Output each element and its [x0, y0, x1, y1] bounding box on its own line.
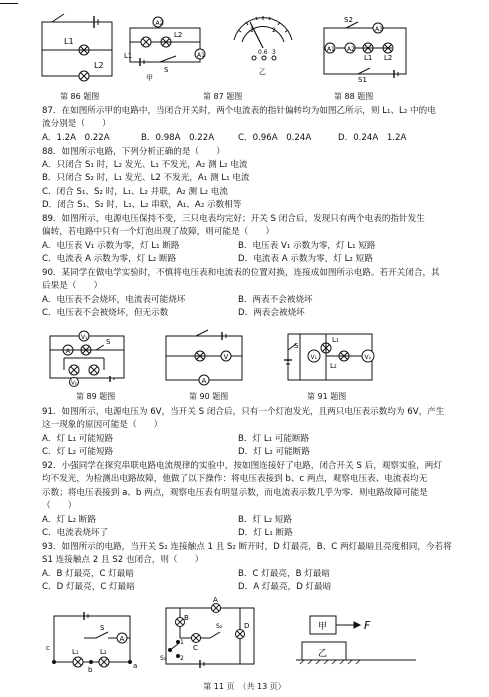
fig87-S: S — [164, 66, 169, 74]
fig92-L2: L₂ — [100, 648, 107, 656]
fig91-S: S — [294, 342, 299, 350]
top-rule — [0, 3, 18, 4]
fig91-caption: 第 91 题图 — [307, 392, 347, 401]
page-footer: 第 11 页 （共 13 页） — [203, 682, 286, 691]
fig89-V1: V₁ — [81, 334, 88, 341]
q92-stem-2: 均不发光，为检测出电路故障，他做了以下操作：将电压表接到 b、c 两点，观察电压表、电流表均无 — [42, 474, 428, 484]
fig93-D: D — [244, 622, 250, 630]
q92-stem-1: 92．小强同学在探究串联电路电流规律的实验中，按如图连接好了电路，闭合开关 S 后，观察实验，两灯 — [42, 461, 442, 471]
fig91-L1: L₁ — [332, 336, 339, 344]
figure-86-circuit — [38, 10, 118, 88]
fig94-F: F — [364, 619, 371, 632]
fig88-L1: L1 — [364, 54, 373, 62]
fig90-V: V — [223, 353, 229, 361]
q93-option-a: A．B 灯最亮，C 灯最暗 — [42, 569, 134, 579]
q93-option-c: C．D 灯最亮，C 灯最暗 — [42, 582, 135, 592]
q90-option-d: D．两表会被烧坏 — [238, 308, 305, 318]
fig89-A: A — [66, 348, 71, 355]
figure-92-circuit — [44, 602, 144, 674]
meter-scale-1: 1 — [250, 27, 254, 34]
fig91-V2: V₂ — [364, 354, 372, 361]
q92-stem-3: 示数；将电压表接到 a、b 两点，观察电压表有明显示数，而电流表示数几乎为零．则电路故障可能是 — [42, 488, 428, 498]
q91-option-c: C．灯 L₂ 可能短路 — [42, 447, 114, 457]
q89-stem-2: 偏转，若电路中只有一个灯泡出现了故障，则可能是（ ） — [42, 227, 275, 237]
fig89-V2: V₂ — [71, 380, 77, 387]
q93-option-b: B．C 灯最亮，B 灯最暗 — [238, 569, 331, 579]
q87-stem-1: 87．在如图所示甲的电路中，当闭合开关时，两个电流表的指针偏转均为如图乙所示，则 L₁、L₂ 中的电 — [42, 106, 436, 116]
fig93-S1: S₁ — [160, 655, 167, 662]
fig87-caption: 第 87 题图 — [203, 92, 243, 101]
q88-option-d: D．闭合 S₁、S₂ 时，L₁、L₂ 串联，A₁、A₂ 示数相等 — [42, 200, 242, 210]
fig94-yi: 乙 — [318, 649, 328, 659]
fig93-S2: S₂ — [216, 623, 223, 630]
fig93-1: 1 — [180, 639, 184, 646]
q92-option-c: C．电流表烧坏了 — [42, 528, 109, 538]
figure-87-meter — [228, 8, 298, 78]
q90-option-b: B．两表不会被烧坏 — [238, 295, 313, 305]
fig88-S1: S1 — [358, 76, 367, 84]
q92-stem-4: （ ） — [42, 501, 77, 511]
fig88-A3: A3 — [375, 26, 383, 33]
fig89-caption: 第 89 题图 — [76, 392, 116, 401]
q88-option-a: A．只闭合 S₁ 时，L₂ 发光、L₁ 不发光，A₂ 测 L₂ 电流 — [42, 160, 248, 170]
fig88-S2: S2 — [344, 16, 353, 24]
figure-90-circuit — [160, 326, 250, 388]
figure-91-circuit — [278, 326, 378, 388]
q89-option-b: B．电压表 V₁ 示数为零，灯 L₁ 短路 — [238, 241, 376, 251]
fig90-A: A — [201, 377, 207, 385]
q88-option-c: C．闭合 S₁、S₂ 时，L₁、L₂ 并联，A₂ 测 L₂ 电流 — [42, 187, 228, 197]
fig89-S: S — [106, 338, 111, 346]
q89-stem-1: 89．如图所示，电源电压保持不变，三只电表均完好；开关 S 闭合后，发现只有两个电表的指针发生 — [42, 214, 425, 224]
q93-option-d: D．A 灯最亮，D 灯最暗 — [238, 582, 332, 592]
meter-3: 3 — [272, 49, 276, 56]
fig94-jia: 甲 — [318, 622, 328, 632]
fig92-b: b — [88, 666, 93, 674]
figure-88-circuit — [318, 14, 418, 82]
fig87-L1: L1 — [124, 52, 133, 60]
fig87-jia: 甲 — [146, 74, 153, 82]
fig92-S: S — [100, 624, 105, 632]
q92-option-b: B．灯 L₂ 短路 — [238, 515, 292, 525]
fig91-L2: L₂ — [330, 362, 337, 370]
q87-option-b: B．0.98A 0.22A — [141, 133, 215, 143]
fig88-A2: A2 — [347, 46, 355, 53]
fig92-a: a — [133, 662, 138, 670]
fig87-yi: 乙 — [259, 68, 266, 76]
fig93-2: 2 — [180, 655, 184, 662]
q87-option-c: C．0.96A 0.24A — [238, 133, 312, 143]
fig92-A: A — [119, 635, 125, 643]
q90-option-a: A．电压表不会烧坏，电流表可能烧坏 — [42, 295, 186, 305]
q90-stem-1: 90．某同学在做电学实验时，不慎将电压表和电流表的位置对换，连接成如图所示电路。若开关闭合，其 — [42, 268, 440, 278]
q91-option-b: B．灯 L₁ 可能断路 — [238, 434, 310, 444]
q90-stem-2: 后果是（ ） — [42, 281, 103, 291]
meter-scale-2: 2 — [272, 27, 276, 34]
q91-stem-2: 这一现象的原因可能是（ ） — [42, 420, 163, 430]
q87-option-a: A．1.2A 0.22A — [42, 133, 110, 143]
fig87-A2: A2 — [155, 20, 164, 27]
fig90-caption: 第 90 题图 — [189, 392, 229, 401]
q91-option-a: A．灯 L₁ 可能短路 — [42, 434, 114, 444]
q87-option-d: D．0.24A 1.2A — [338, 133, 407, 143]
fig87-L2: L2 — [174, 31, 183, 39]
meter-06: 0.6 — [258, 49, 268, 56]
q89-option-a: A．电压表 V₁ 示数为零，灯 L₁ 断路 — [42, 241, 180, 251]
q88-stem: 88．如图所示电路，下列分析正确的是（ ） — [42, 147, 225, 157]
fig87-A1: A1 — [197, 52, 205, 59]
fig86-L2: L2 — [94, 61, 104, 70]
figure-87-circuit — [120, 14, 215, 82]
q88-option-b: B．只闭合 S₂ 时，L₁ 发光、L2 不发光，A₁ 测 L₁ 电流 — [42, 173, 250, 183]
fig88-L2: L2 — [384, 54, 393, 62]
q89-option-c: C．电流表 A 示数为零，灯 L₂ 断路 — [42, 254, 177, 264]
fig92-c: c — [46, 644, 50, 652]
fig92-L1: L₁ — [72, 648, 79, 656]
q90-option-c: C．电压表不会被烧坏，但无示数 — [42, 308, 169, 318]
fig93-A: A — [213, 596, 218, 604]
figure-94-blocks — [296, 614, 416, 674]
fig86-L1: L1 — [64, 37, 74, 46]
q91-stem-1: 91．如图所示，电源电压为 6V，当开关 S 闭合后，只有一个灯泡发光，且两只电压表示数均为 6V，产生 — [42, 407, 445, 417]
q89-option-d: D．电流表 A 示数为零，灯 L₂ 短路 — [238, 254, 373, 264]
figure-89-circuit — [46, 326, 131, 388]
q92-option-d: D．灯 L₁ 断路 — [238, 528, 293, 538]
fig93-C: C — [193, 644, 198, 652]
fig93-B: B — [184, 614, 189, 622]
fig88-A1: A1 — [327, 46, 335, 53]
q92-option-a: A．灯 L₂ 断路 — [42, 515, 96, 525]
q87-stem-2: 流分别是（ ） — [42, 119, 111, 129]
fig91-V1: V₁ — [310, 354, 318, 361]
fig86-caption: 第 86 题图 — [60, 92, 100, 101]
q93-stem-1: 93．如图所示的电路，当开关 S₁ 连接触点 1 且 S₂ 断开时，D 灯最亮，B、C 两灯最暗且亮度相同，今若将 — [42, 542, 452, 552]
q93-stem-2: S1 连接触点 2 且 S2 也闭合，则（ ） — [42, 555, 204, 565]
q91-option-d: D．灯 L₂ 可能断路 — [238, 447, 310, 457]
figure-93-circuit — [160, 598, 260, 674]
fig88-caption: 第 88 题图 — [334, 92, 374, 101]
